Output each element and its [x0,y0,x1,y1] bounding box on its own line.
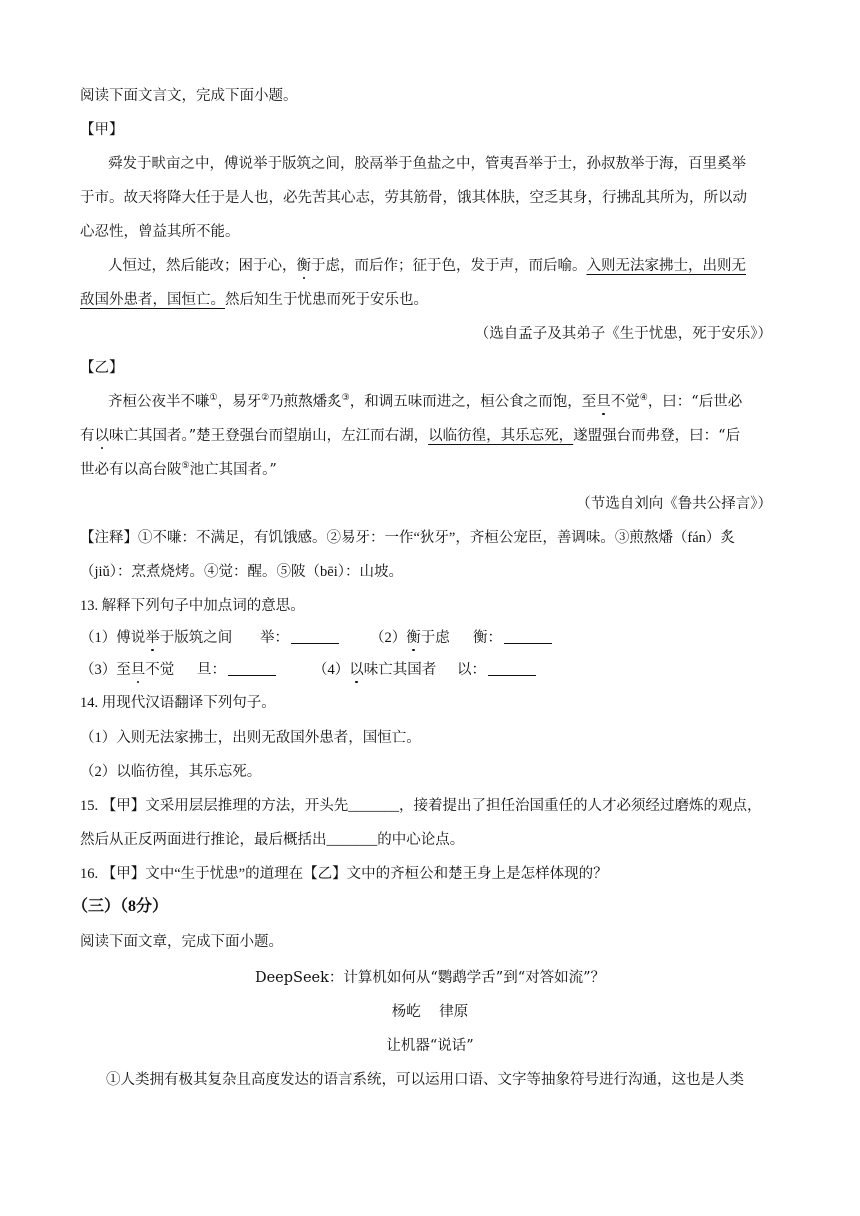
q14-item-2: （2）以临彷徨，其乐忘死。 [80,764,262,780]
q14-title: 14. 用现代汉语翻译下列句子。 [80,695,276,711]
yi-label: 【乙】 [80,360,124,376]
yi-source: （节选自刘向《鲁共公择言》） [576,496,772,512]
q13-answer-4: 以： [457,660,536,680]
jia-p1-line3: 心忍性，曾益其所不能。 [80,224,240,240]
answer-blank[interactable] [228,661,276,676]
jia-p2-line1: 人恒过，然后能改；困于心，衡于虑，而后作；征于色，发于声，而后喻。入则无法家拂士，出则无 [108,258,746,274]
q13-answer-1: 举： [260,628,339,648]
q13-answer-3: 旦： [197,660,276,680]
jia-source: （选自孟子及其弟子《生于忧患，死于安乐》） [474,326,772,342]
q13-item-4: （4）以味亡其国者 [313,662,437,678]
underlined-sentence-yi: 以临彷徨，其乐忘死， [428,428,574,444]
notes-line1: 【注释】①不嗛：不满足，有饥饿感。②易牙：一作“狄牙”，齐桓公宠臣，善调味。③煎熬燔（fán）炙 [80,530,735,546]
jia-label: 【甲】 [80,122,124,138]
dotted-word-yi: 以 [94,428,109,444]
answer-blank[interactable] [291,629,339,644]
article-subtitle: 让机器“说话” [386,1038,474,1054]
note-ref-5: ⑤ [181,461,190,471]
article-title: DeepSeek：计算机如何从“鹦鹉学舌”到“对答如流”？ [254,970,606,986]
instruction-modern: 阅读下面文章，完成下面小题。 [80,934,283,950]
answer-blank[interactable]: _______ [326,832,378,848]
yi-line3: 世必有以高台陂⑤池亡其国者。” [80,461,277,478]
article-para-1: ①人类拥有极其复杂且高度发达的语言系统，可以运用口语、文字等抽象符号进行沟通，这也是人类 [106,1072,744,1088]
underlined-sentence-cont: 敌国外患者，国恒亡。 [80,292,225,308]
dotted-word-ju: 举 [145,630,160,646]
yi-line1: 齐桓公夜半不嗛①，易牙②乃煎熬燔炙③，和调五味而进之，桓公食之而饱，至旦不觉④，曰：“后世必 [108,393,743,410]
q15-line1: 15. 【甲】文采用层层推理的方法，开头先_______，接着提出了担任治国重任的人才必须经过磨炼的观点， [80,798,762,814]
jia-p1-line1: 舜发于畎亩之中，傅说举于版筑之间，胶鬲举于鱼盐之中，管夷吾举于士，孙叔敖举于海，百里奚举 [108,156,746,172]
dotted-word-heng: 衡 [296,258,311,274]
answer-blank[interactable] [504,629,552,644]
q13-title: 13. 解释下列句子中加点词的意思。 [80,598,305,614]
q13-item-2: （2）衡于虑 [370,630,450,646]
dotted-word-yi: 以 [349,662,364,678]
q13-item-3: （3）至旦不觉 [80,662,175,678]
answer-blank[interactable] [488,661,536,676]
section-3-title: （三）（8分） [72,898,169,915]
q14-item-1: （1）入则无法家拂士，出则无敌国外患者，国恒亡。 [80,730,421,746]
q15-line2: 然后从正反两面进行推论，最后概括出_______的中心论点。 [80,832,465,848]
underlined-sentence: 入则无法家拂士，出则无 [586,258,746,274]
q13-item-1: （1）傅说举于版筑之间 [80,630,233,646]
jia-p1-line2: 于市。故天将降大任于是人也，必先苦其心志，劳其筋骨，饿其体肤，空乏其身，行拂乱其所为，所以动 [80,190,747,206]
dotted-word-dan: 旦 [130,662,146,678]
yi-line2: 有以味亡其国者。”楚王登强台而望崩山，左江而右湖，以临彷徨，其乐忘死，遂盟强台而弗登，曰：“后 [80,428,741,444]
article-authors: 杨屹 律原 [391,1004,469,1020]
note-ref-2: ② [261,393,270,403]
q13-answer-2: 衡： [473,628,552,648]
dotted-word-heng: 衡 [406,630,421,646]
dotted-word-dan: 旦 [596,394,611,410]
note-ref-1: ① [209,393,218,403]
note-ref-4: ④ [639,393,648,403]
jia-p2-line2: 敌国外患者，国恒亡。然后知生于忧患而死于安乐也。 [80,292,428,308]
notes-line2: （jiǔ）：烹煮烧烤。④觉：醒。⑤陂（bēi）：山坡。 [80,564,404,580]
instruction-classical: 阅读下面文言文，完成下面小题。 [80,88,298,104]
answer-blank[interactable]: _______ [348,798,399,814]
note-ref-3: ③ [341,393,350,403]
q16: 16. 【甲】文中“生于忧患”的道理在【乙】文中的齐桓公和楚王身上是怎样体现的？ [80,866,608,882]
